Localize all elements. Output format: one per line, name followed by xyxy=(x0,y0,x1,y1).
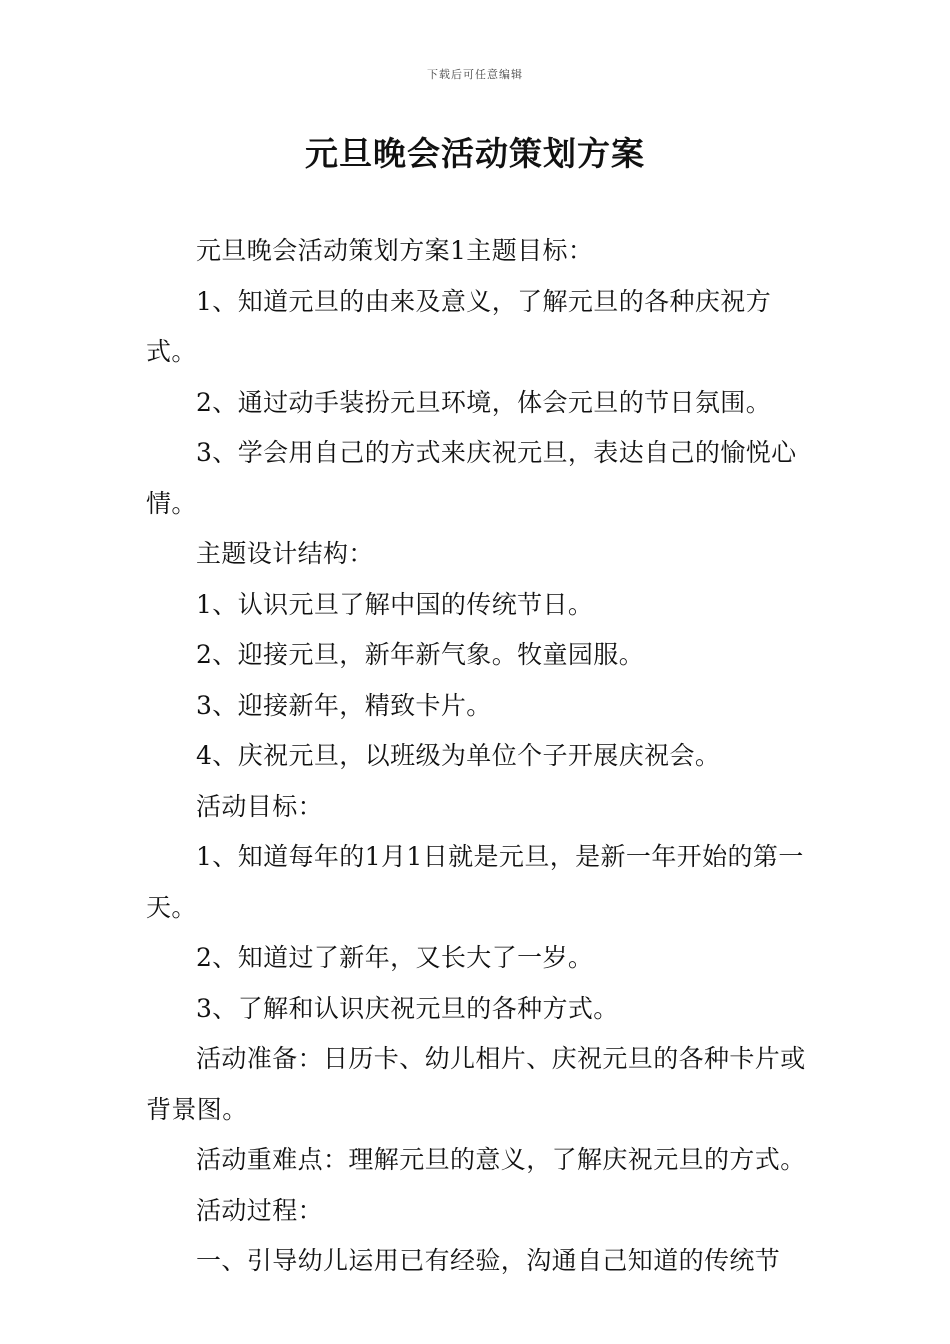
paragraph: 一、引导幼儿运用已有经验，沟通自己知道的传统节 xyxy=(196,1246,781,1275)
paragraph: 活动目标： xyxy=(196,791,324,821)
paragraph: 1、知道元旦的由来及意义，了解元旦的各种庆祝方式。 xyxy=(146,286,772,366)
paragraph: 1、认识元旦了解中国的传统节日。 xyxy=(196,589,594,619)
paragraph: 活动重难点：理解元旦的意义，了解庆祝元旦的方式。 xyxy=(196,1145,806,1174)
paragraph: 元旦晚会活动策划方案1主题目标： xyxy=(196,236,594,265)
header-note: 下载后可任意编辑 xyxy=(427,68,523,81)
paragraph: 主题设计结构： xyxy=(196,539,374,568)
paragraph: 3、学会用自己的方式来庆祝元旦，表达自己的愉悦心情。 xyxy=(146,438,797,518)
paragraph: 3、了解和认识庆祝元旦的各种方式。 xyxy=(196,993,619,1023)
document-title: 元旦晚会活动策划方案 xyxy=(305,134,645,173)
paragraph: 活动准备：日历卡、幼儿相片、庆祝元旦的各种卡片或背景图。 xyxy=(146,1044,806,1124)
document-body xyxy=(146,226,810,1287)
paragraph: 1、知道每年的1月1日就是元旦，是新一年开始的第一天。 xyxy=(146,842,804,922)
paragraph: 2、迎接元旦，新年新气象。牧童园服。 xyxy=(196,640,645,669)
paragraph: 2、通过动手装扮元旦环境，体会元旦的节日氛围。 xyxy=(196,387,772,417)
paragraph: 4、庆祝元旦，以班级为单位个子开展庆祝会。 xyxy=(196,741,721,770)
paragraph: 3、迎接新年，精致卡片。 xyxy=(196,690,492,720)
paragraph: 活动过程： xyxy=(196,1195,324,1225)
paragraph: 2、知道过了新年，又长大了一岁。 xyxy=(196,943,594,972)
